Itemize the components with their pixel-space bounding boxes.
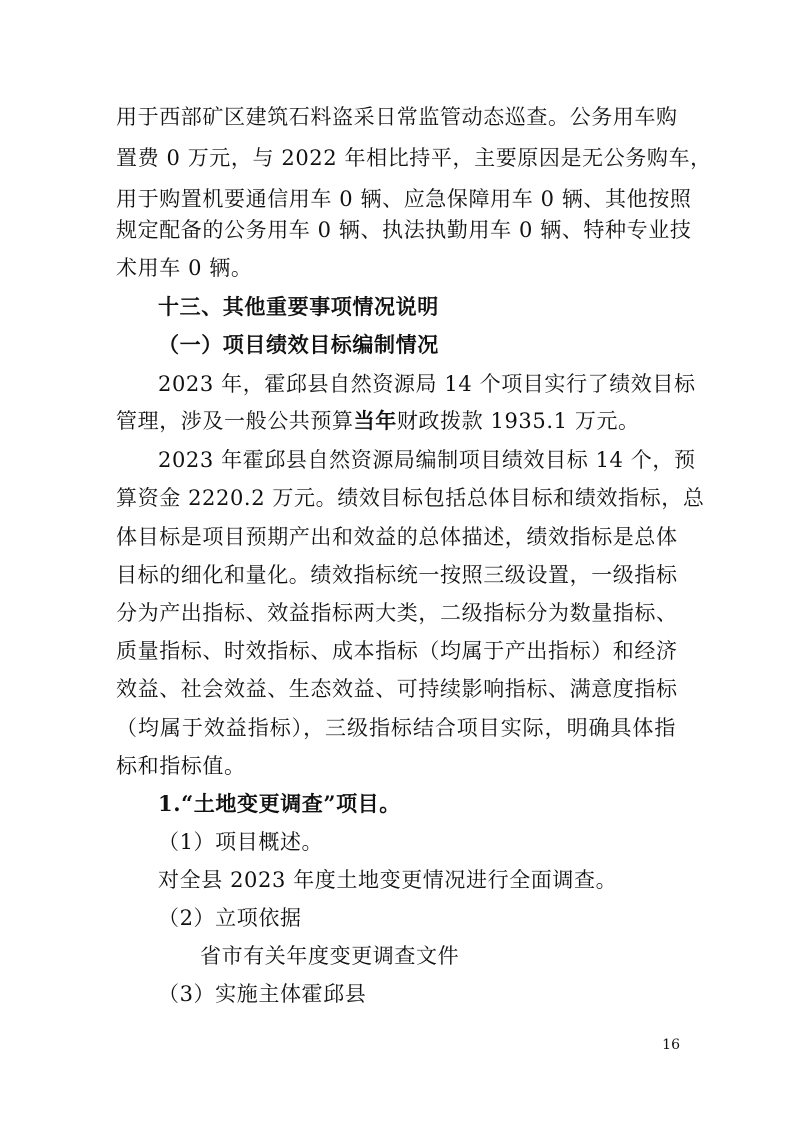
body-text-line: 2023 年霍邱县自然资源局编制项目绩效目标 14 个，预 (158, 448, 696, 472)
body-text-line: 2023 年，霍邱县自然资源局 14 个项目实行了绩效目标 (158, 372, 696, 396)
body-text-line: 规定配备的公务用车 0 辆、执法执勤用车 0 辆、特种专业技 (116, 218, 692, 242)
body-text-line: 效益、社会效益、生态效益、可持续影响指标、满意度指标 (116, 677, 678, 701)
body-text-segment: 财政拨款 1935.1 万元。 (396, 409, 640, 433)
body-text-line: 质量指标、时效指标、成本指标（均属于产出指标）和经济 (116, 639, 678, 663)
body-text-line: 标和指标值。 (116, 754, 246, 778)
body-text-line (116, 407, 676, 435)
body-text-line: 用于购置机要通信用车 0 辆、应急保障用车 0 辆、其他按照 (116, 187, 692, 211)
project-heading: 1.“土地变更调查”项目。 (158, 791, 401, 816)
item-heading: （1）项目概述。 (158, 830, 324, 854)
body-text-line: （均属于效益指标），三级指标结合项目实际，明确具体指 (116, 716, 676, 740)
body-text-line: 对全县 2023 年度土地变更情况进行全面调查。 (158, 868, 618, 892)
body-text-line: 分为产出指标、效益指标两大类，二级指标分为数量指标、 (116, 601, 678, 625)
body-text-emphasis: 当年 (353, 408, 397, 433)
body-text-line: 目标的细化和量化。绩效指标统一按照三级设置，一级指标 (116, 563, 678, 587)
subsection-heading: （一）项目绩效目标编制情况 (158, 332, 439, 357)
body-text-line: 省市有关年度变更调查文件 (200, 944, 460, 968)
body-text-line: 算资金 2220.2 万元。绩效目标包括总体目标和绩效指标，总 (116, 486, 705, 510)
page-number: 16 (662, 1037, 680, 1053)
item-heading: （3）实施主体霍邱县 (158, 982, 367, 1006)
body-text-line: 体目标是项目预期产出和效益的总体描述，绩效指标是总体 (116, 525, 678, 549)
item-heading: （2）立项依据 (158, 906, 302, 930)
body-text-segment: 管理，涉及一般公共预算 (116, 409, 354, 433)
body-text-line: 用于西部矿区建筑石料盗采日常监管动态巡查。公务用车购 (116, 105, 678, 129)
body-text-line: 术用车 0 辆。 (116, 256, 253, 280)
body-text-line: 置费 0 万元，与 2022 年相比持平，主要原因是无公务购车， (116, 146, 712, 170)
section-heading: 十三、其他重要事项情况说明 (158, 294, 439, 319)
